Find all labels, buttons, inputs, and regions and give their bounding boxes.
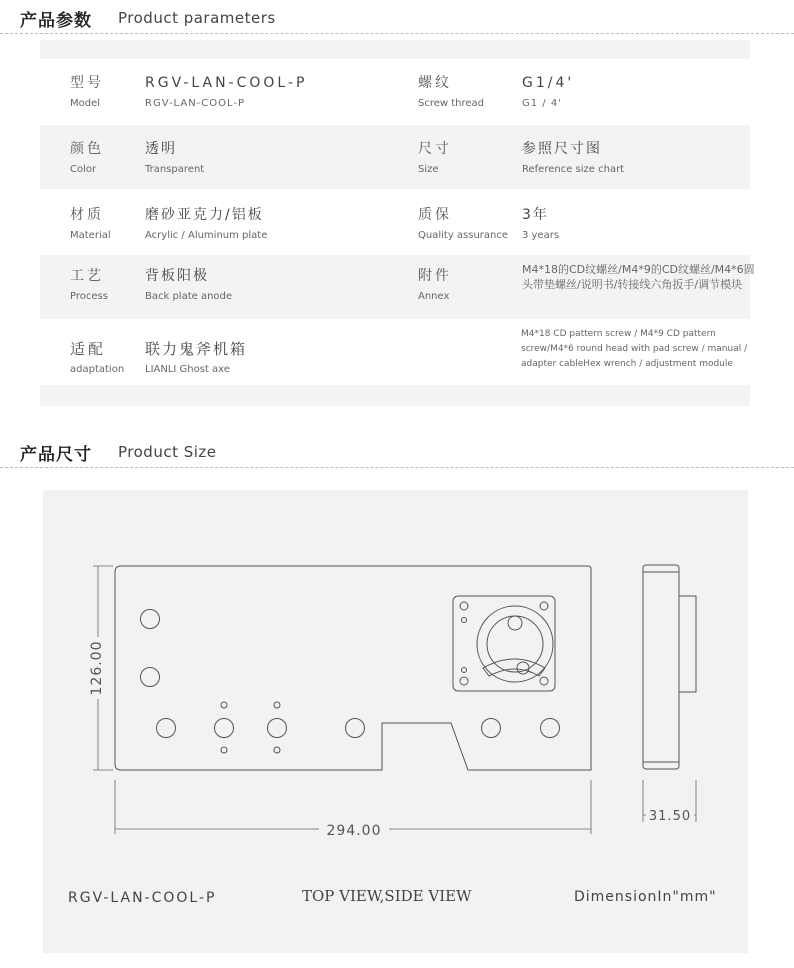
pump-screw — [540, 677, 548, 685]
pump-screw — [462, 618, 467, 623]
pump-outlet — [517, 662, 529, 674]
mount-hole — [141, 610, 160, 629]
size-value: 参照尺寸图 Reference size chart — [522, 141, 625, 175]
color-value: 透明 Transparent — [145, 141, 205, 175]
annex-label: 附件 Annex — [418, 268, 452, 302]
size-section-title-en: Product Size — [118, 443, 217, 461]
screw-thread-label: 螺纹 Screw thread — [418, 75, 485, 109]
drawing-unit-label: DimensionIn"mm" — [574, 889, 717, 905]
small-hole — [221, 702, 227, 708]
screw-thread-value: G1/4' G1 / 4' — [522, 75, 575, 109]
params-section-title-en: Product parameters — [118, 9, 276, 27]
pump-screw — [462, 668, 467, 673]
adaptation-value: 联力鬼斧机箱 LIANLI Ghost axe — [145, 340, 248, 375]
pump-screw — [460, 677, 468, 685]
small-hole — [274, 702, 280, 708]
mount-hole — [157, 719, 176, 738]
quality-label: 质保 Quality assurance — [418, 207, 509, 241]
depth-dimension-text: 31.50 — [648, 809, 692, 824]
material-label: 材质 Material — [70, 207, 111, 241]
process-label: 工艺 Process — [70, 268, 108, 302]
size-label: 尺寸 Size — [418, 141, 452, 175]
pump-screw — [540, 602, 548, 610]
quality-value: 3年 3 years — [522, 207, 560, 241]
annex-value-zh: M4*18的CD纹螺丝/M4*9的CD纹螺丝/M4*6圆头带垫螺丝/说明书/转接线六角扳手/调节模块 — [522, 263, 755, 291]
color-label: 颜色 Color — [70, 141, 104, 175]
drawing-svg — [43, 490, 748, 953]
mount-hole — [346, 719, 365, 738]
model-value: RGV-LAN-COOL-P RGV-LAN-COOL-P — [145, 75, 308, 109]
params-section-title-zh: 产品参数 — [20, 11, 92, 31]
table-band-bottom — [40, 385, 750, 406]
pump-ring-outer — [477, 606, 553, 682]
dimension-drawing — [43, 490, 748, 953]
process-value: 背板阳极 Back plate anode — [145, 268, 233, 302]
table-band-top — [40, 40, 750, 59]
small-hole — [274, 747, 280, 753]
mount-hole — [215, 719, 234, 738]
small-hole — [221, 747, 227, 753]
mount-hole — [268, 719, 287, 738]
material-value: 磨砂亚克力/铝板 Acrylic / Aluminum plate — [145, 207, 268, 241]
side-view-plate — [643, 565, 679, 769]
plate-outline — [115, 566, 591, 770]
pump-housing — [453, 596, 555, 691]
pump-outlet-slot — [483, 659, 545, 676]
width-dimension-text: 294.00 — [326, 823, 382, 839]
height-dimension-text: 126.00 — [89, 640, 105, 696]
size-section-header — [0, 434, 794, 468]
pump-port — [508, 616, 522, 630]
pump-screw — [460, 602, 468, 610]
adaptation-label: 适配 adaptation — [70, 340, 125, 375]
drawing-model-label: RGV-LAN-COOL-P — [68, 890, 217, 906]
mount-hole — [541, 719, 560, 738]
side-view-pump — [679, 596, 696, 692]
size-section-title-zh: 产品尺寸 — [20, 445, 92, 465]
annex-value-en: M4*18 CD pattern screw / M4*9 CD pattern screw/M4*6 round head with pad screw / manual / adapter cableHex wrench / adjustment module — [521, 329, 748, 369]
mount-hole — [141, 668, 160, 687]
params-section-header — [0, 0, 794, 34]
drawing-view-label: TOP VIEW,SIDE VIEW — [302, 887, 472, 905]
mount-hole — [482, 719, 501, 738]
pump-ring-inner — [487, 616, 543, 672]
model-label: 型号 Model — [70, 75, 104, 109]
